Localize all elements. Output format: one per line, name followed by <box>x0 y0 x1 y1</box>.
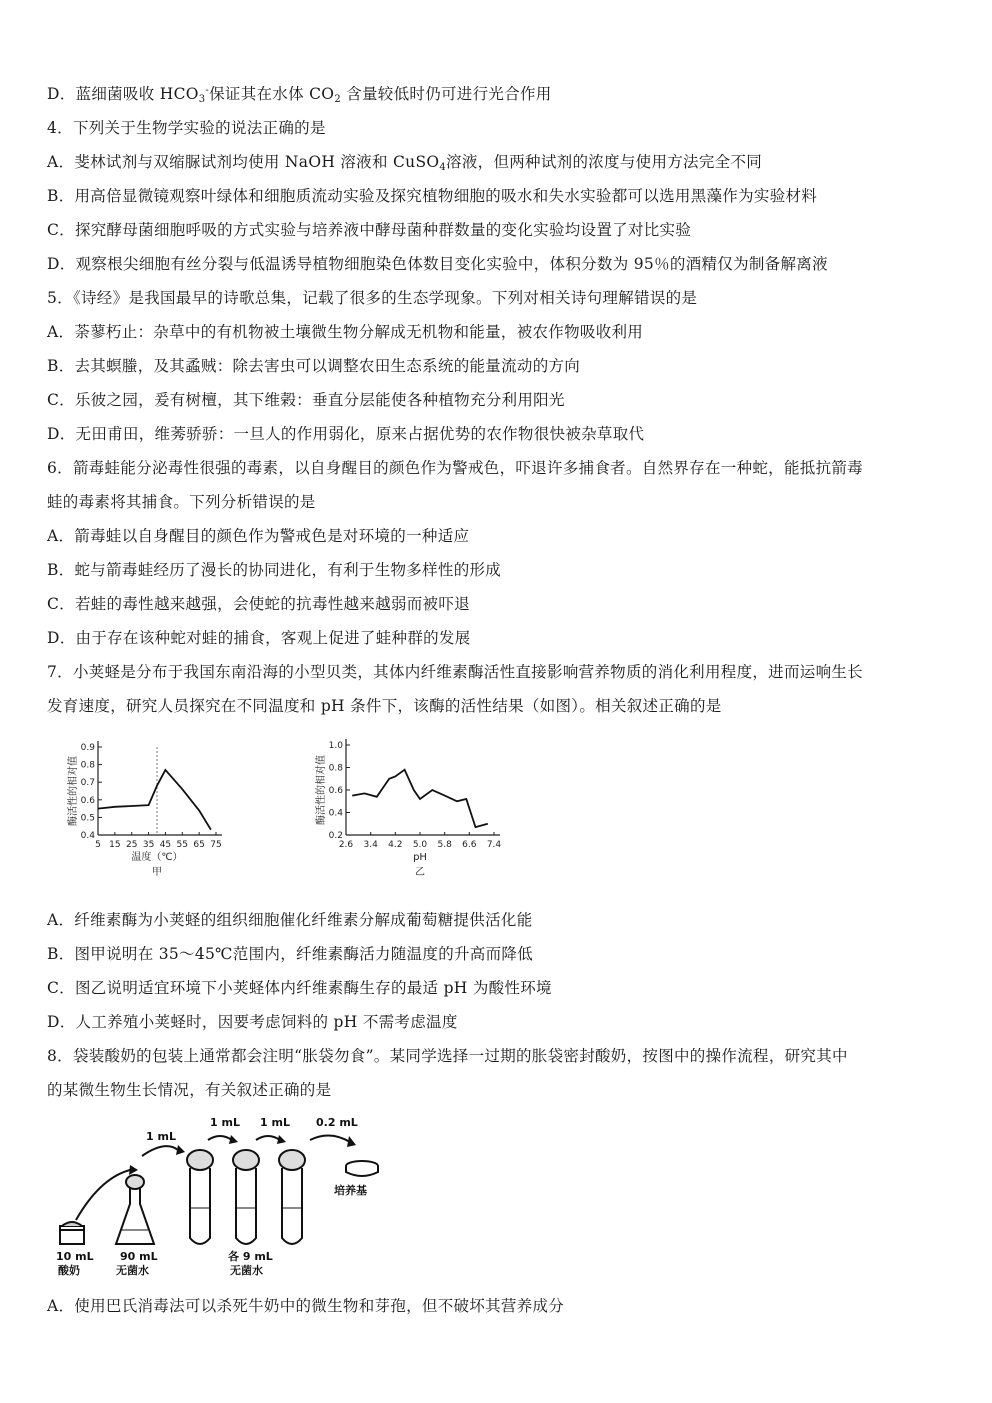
volume-label: 1 mL <box>260 1118 290 1129</box>
yogurt-label: 酸奶 <box>58 1264 80 1277</box>
yogurt-box-icon <box>60 1222 84 1244</box>
question-6-line-1: 6．箭毒蛙能分泌毒性很强的毒素，以自身醒目的颜色作为警戒色，吓退许多捕食者。自然界存在一种蛇，能抵抗箭毒 <box>47 459 863 477</box>
option-4a-text-2: 溶液，但两种试剂的浓度与使用方法完全不同 <box>446 153 763 171</box>
subscript: 3 <box>198 94 206 105</box>
option-6d: D．由于存在该种蛇对蛙的捕食，客观上促进了蛙种群的发展 <box>47 629 471 647</box>
option-4d: D．观察根尖细胞有丝分裂与低温诱导植物细胞染色体数目变化实验中，体积分数为 95％的酒精仅为制备解离液 <box>47 255 828 273</box>
y-axis-label: 酶活性的相对值 <box>68 756 79 826</box>
flask-icon <box>116 1175 154 1244</box>
x-tick-label: 5 <box>95 840 101 850</box>
tubes-volume-label: 各 9 mL <box>228 1250 273 1263</box>
enzyme-temperature-chart <box>60 735 250 895</box>
x-tick-label: 15 <box>109 840 121 850</box>
x-tick-label: 6.6 <box>462 840 477 850</box>
x-axis-label: pH <box>413 852 427 863</box>
x-tick-label: 45 <box>159 840 172 850</box>
test-tube-icon <box>187 1150 213 1244</box>
option-3d-text-1: D．蓝细菌吸收 HCO <box>47 85 199 103</box>
y-axis-label: 酶活性的相对值 <box>316 755 327 825</box>
option-6c: C．若蛙的毒性越来越强，会使蛇的抗毒性越来越弱而被吓退 <box>47 595 470 613</box>
superscript: - <box>205 85 210 96</box>
option-7d: D．人工养殖小荚蛏时，因要考虑饲料的 pH 不需考虑温度 <box>47 1013 458 1031</box>
y-tick-label: 0.8 <box>328 763 343 774</box>
question-8-line-1: 8．袋装酸奶的包装上通常都会注明“胀袋勿食”。某同学选择一过期的胀袋密封酸奶，按图中的操作流程，研究其中 <box>47 1047 848 1065</box>
x-tick-label: 3.4 <box>363 840 378 850</box>
enzyme-ph-chart <box>310 735 510 895</box>
y-tick-label: 1.0 <box>328 741 343 751</box>
transfer-arrow <box>208 1136 232 1140</box>
option-4c: C．探究酵母菌细胞呼吸的方式实验与培养液中酵母菌种群数量的变化实验均设置了对比实验 <box>47 221 692 239</box>
x-tick-label: 5.8 <box>437 840 452 850</box>
x-tick-label: 65 <box>193 840 205 850</box>
x-tick-label: 5.0 <box>412 840 428 850</box>
x-tick-label: 35 <box>142 840 155 850</box>
question-8-line-2: 的某微生物生长情况，有关叙述正确的是 <box>47 1081 332 1099</box>
volume-label: 0.2 mL <box>316 1118 358 1129</box>
series-line <box>352 770 488 827</box>
test-tube-icon <box>279 1150 305 1244</box>
option-7c: C．图乙说明适宜环境下小荚蛏体内纤维素酶生存的最适 pH 为酸性环境 <box>47 979 552 997</box>
y-tick-label: 0.6 <box>80 795 95 806</box>
option-6a: A．箭毒蛙以自身醒目的颜色作为警戒色是对环境的一种适应 <box>47 527 470 545</box>
x-tick-label: 25 <box>125 840 138 850</box>
dilution-flow-diagram <box>50 1118 390 1288</box>
option-5c: C．乐彼之园，爰有树檀，其下维榖：垂直分层能使各种植物充分利用阳光 <box>47 391 565 409</box>
option-8a: A．使用巴氏消毒法可以杀死牛奶中的微生物和芽孢，但不破坏其营养成分 <box>47 1297 565 1315</box>
volume-label: 1 mL <box>210 1118 240 1129</box>
y-tick-label: 0.6 <box>328 786 343 796</box>
yogurt-volume-label: 10 mL <box>56 1250 94 1263</box>
y-tick-label: 0.8 <box>80 760 95 771</box>
transfer-arrow <box>256 1136 280 1140</box>
option-3d-text-3: 含量较低时仍可进行光合作用 <box>340 85 552 103</box>
x-tick-label: 2.6 <box>338 840 354 850</box>
subscript: 2 <box>334 94 341 105</box>
question-4: 4．下列关于生物学实验的说法正确的是 <box>47 119 326 137</box>
x-tick-label: 55 <box>176 840 189 850</box>
y-tick-label: 0.9 <box>80 743 95 753</box>
y-tick-label: 0.7 <box>80 778 95 789</box>
chart-caption: 乙 <box>415 867 425 878</box>
y-tick-label: 0.5 <box>80 813 95 824</box>
flask-volume-label: 90 mL <box>120 1250 158 1263</box>
flask-water-label: 无菌水 <box>116 1264 149 1277</box>
option-7a: A．纤维素酶为小荚蛏的组织细胞催化纤维素分解成葡萄糖提供活化能 <box>47 911 533 929</box>
option-3d-text-2: 保证其在水体 CO <box>209 85 335 103</box>
subscript: 4 <box>439 162 447 173</box>
series-line <box>98 770 211 830</box>
chart-caption: 甲 <box>152 867 162 878</box>
question-5: 5．《诗经》是我国最早的诗歌总集，记载了很多的生态学现象。下列对相关诗句理解错误的是 <box>47 289 698 307</box>
volume-label: 1 mL <box>146 1130 176 1143</box>
y-tick-label: 0.4 <box>80 831 95 841</box>
y-tick-label: 0.4 <box>328 808 343 819</box>
transfer-arrow <box>76 1170 130 1220</box>
transfer-arrow <box>310 1135 350 1142</box>
tubes-water-label: 无菌水 <box>230 1264 263 1277</box>
question-6-line-2: 蛙的毒素将其捕食。下列分析错误的是 <box>47 493 316 511</box>
transfer-arrow <box>142 1146 178 1156</box>
test-tube-icon <box>233 1150 259 1244</box>
option-4a-text-1: A．斐林试剂与双缩脲试剂均使用 NaOH 溶液和 CuSO <box>47 153 440 171</box>
option-4b: B．用高倍显微镜观察叶绿体和细胞质流动实验及探究植物细胞的吸水和失水实验都可以选用黑藻作为实验材料 <box>47 187 818 205</box>
x-axis-label: 温度（℃） <box>131 852 183 863</box>
option-5a: A．荼蓼朽止：杂草中的有机物被土壤微生物分解成无机物和能量，被农作物吸收利用 <box>47 323 644 341</box>
option-6b: B．蛇与箭毒蛙经历了漫长的协同进化，有利于生物多样性的形成 <box>47 561 502 579</box>
option-4a <box>47 152 762 175</box>
option-3d <box>47 84 552 107</box>
x-tick-label: 75 <box>210 840 222 850</box>
x-tick-label: 4.2 <box>388 840 403 850</box>
option-5d: D．无田甫田，维莠骄骄：一旦人的作用弱化，原来占据优势的农作物很快被杂草取代 <box>47 425 645 443</box>
medium-label: 培养基 <box>334 1184 367 1197</box>
petri-dish-icon <box>346 1161 378 1176</box>
option-7b: B．图甲说明在 35～45℃范围内，纤维素酶活力随温度的升高而降低 <box>47 945 534 963</box>
question-7-line-2: 发育速度，研究人员探究在不同温度和 pH 条件下，该酶的活性结果（如图）。相关叙述正确的是 <box>47 697 722 715</box>
x-tick-label: 7.4 <box>486 840 502 850</box>
y-tick-label: 0.2 <box>328 831 343 841</box>
option-5b: B．去其螟螣，及其蟊贼：除去害虫可以调整农田生态系统的能量流动的方向 <box>47 357 581 375</box>
question-7-line-1: 7．小荚蛏是分布于我国东南沿海的小型贝类，其体内纤维素酶活性直接影响营养物质的消化利用程度，进而运响生长 <box>47 663 863 681</box>
